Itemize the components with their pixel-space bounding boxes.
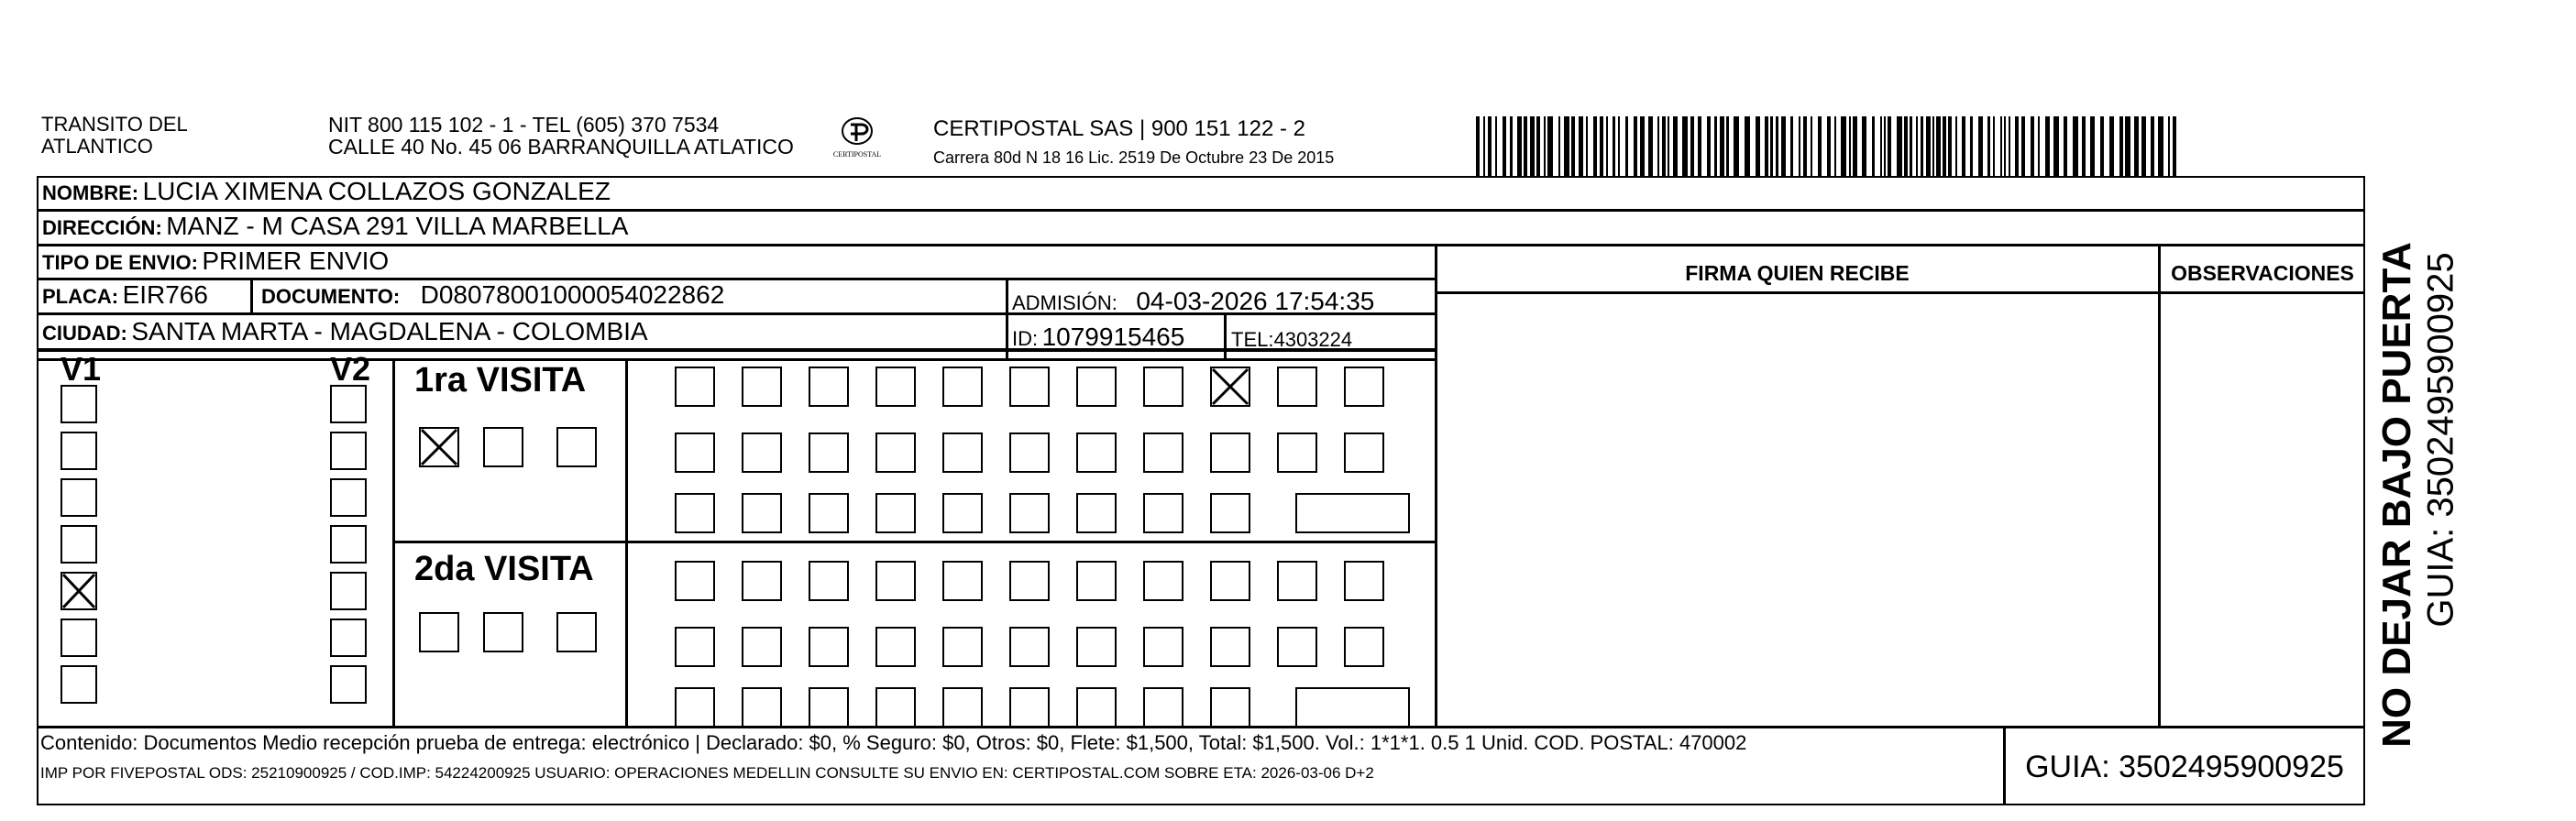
day-box[interactable] [875,627,916,667]
barcode-bar [1932,116,1934,176]
day-box[interactable] [1143,367,1183,407]
barcode-bar [1921,116,1923,176]
v1-checkbox[interactable] [61,478,97,517]
day-box[interactable] [1009,432,1050,473]
visit2-title: 2da VISITA [414,550,594,588]
time-box[interactable] [1295,493,1410,533]
barcode-bar [1720,116,1724,176]
company-name: TRANSITO DEL ATLANTICO [41,113,188,158]
v2-checkbox[interactable] [330,432,367,470]
day-box[interactable] [942,687,983,728]
contenido-text: Contenido: Documentos Medio recepción prueba de entrega: electrónico | Declarado: $0, % Seguro: $0, Otros: $0, Flete: $1,500, Total: $1,500. Vol.: 1*1*1. 0.5 1 Unid. COD. POSTAL: 470002 [40,731,1747,754]
month-checkbox[interactable] [483,427,523,467]
direccion-value: MANZ - M CASA 291 VILLA MARBELLA [166,212,629,240]
v1-label: V1 [61,350,102,388]
day-box[interactable] [1009,367,1050,407]
day-box[interactable] [809,493,849,533]
day-box[interactable] [875,432,916,473]
barcode-bar [1884,116,1886,176]
time-box[interactable] [1295,687,1410,728]
v1-check-mark [61,572,97,610]
day-box[interactable] [942,432,983,473]
barcode-bar [2134,116,2139,176]
barcode-bar [2000,116,2002,176]
day-box[interactable] [1076,687,1117,728]
day-box[interactable] [875,493,916,533]
documento-field: DOCUMENTO: D08078001000054022862 [261,280,725,309]
barcode-bar [1955,116,1957,176]
barcode-bar [1673,116,1678,176]
carrier-info: CERTIPOSTAL SAS | 900 151 122 - 2 [933,116,1305,141]
barcode-bar [1926,116,1931,176]
carrier-license: Carrera 80d N 18 16 Lic. 2519 De Octubre 23 De 2015 [933,148,1335,167]
barcode-bar [1888,116,1891,176]
tel-value: 4303224 [1273,328,1353,351]
barcode-bar [1657,116,1659,176]
day-box[interactable] [1076,493,1117,533]
barcode-bar [1579,116,1583,176]
v1-checkbox[interactable] [61,665,97,704]
barcode-bar [1662,116,1666,176]
v2-checkbox[interactable] [330,525,367,564]
day-box[interactable] [675,493,715,533]
barcode-bar [1962,116,1965,176]
barcode-bar [1547,116,1553,176]
barcode-bar [1862,116,1866,176]
day-box[interactable] [675,367,715,407]
ciudad-value: SANTA MARTA - MAGDALENA - COLOMBIA [131,317,648,345]
barcode-bar [1503,116,1506,176]
barcode-bar [2038,116,2040,176]
day-box[interactable] [809,432,849,473]
barcode-bar [1726,116,1729,176]
barcode-bar [1943,116,1946,176]
id-value: 1079915465 [1041,323,1185,351]
barcode-bar [1488,116,1492,176]
day-box[interactable] [1009,493,1050,533]
barcode-bar [2082,116,2086,176]
guia-footer: GUIA: 3502495900925 [2025,750,2344,784]
day-box[interactable] [742,493,782,533]
certipostal-logo: CERTIPOSTAL [816,115,898,167]
day-box[interactable] [1143,627,1183,667]
barcode-bar [2015,116,2019,176]
day-box[interactable] [1076,561,1117,601]
day-box[interactable] [942,561,983,601]
barcode-bar [1880,116,1882,176]
barcode-bar [1834,116,1836,176]
firma-header: FIRMA QUIEN RECIBE [1685,261,1910,285]
barcode-bar [1799,116,1800,176]
barcode-bar [1781,116,1786,176]
day-box[interactable] [1210,561,1250,601]
barcode-bar [1734,116,1739,176]
month-checkbox[interactable] [556,612,597,652]
guia-side: GUIA: 3502495900925 [2420,252,2461,628]
barcode-bar [2064,116,2067,176]
month-check-mark [419,427,459,467]
observaciones-header: OBSERVACIONES [2171,261,2354,285]
barcode-bar [1993,116,1995,176]
barcode-bar [1897,116,1902,176]
barcode-bar [2090,116,2095,176]
barcode-bar [1640,116,1645,176]
day-box[interactable] [1210,627,1250,667]
barcode-bar [1916,116,1918,176]
id-field: ID: 1079915465 [1012,323,1185,351]
barcode-bar [2151,116,2154,176]
day-box[interactable] [675,561,715,601]
admision-value: 04-03-2026 17:54:35 [1136,287,1375,315]
visit1-title: 1ra VISITA [414,361,587,400]
day-box[interactable] [1009,687,1050,728]
tipo-envio-row: TIPO DE ENVIO: PRIMER ENVIO [42,246,390,275]
day-box[interactable] [1143,432,1183,473]
barcode-bar [2045,116,2050,176]
v2-checkbox[interactable] [330,618,367,657]
day-box[interactable] [1009,561,1050,601]
barcode-bar [1524,116,1527,176]
barcode-bar [1530,116,1535,176]
barcode-bar [1618,116,1620,176]
barcode-bar [1690,116,1694,176]
barcode-bar [1714,116,1717,176]
day-box[interactable] [809,561,849,601]
v2-checkbox[interactable] [330,478,367,517]
v1-checkbox[interactable] [61,385,97,423]
admision-field: ADMISIÓN: 04-03-2026 17:54:35 [1012,287,1375,315]
barcode-bar [1790,116,1793,176]
barcode-bar [1571,116,1575,176]
v2-checkbox[interactable] [330,572,367,610]
barcode-bar [1517,116,1522,176]
barcode-bar [1536,116,1540,176]
day-box[interactable] [1277,432,1317,473]
day-box[interactable] [1277,627,1317,667]
barcode-bar [1613,116,1615,176]
barcode-bar [1970,116,1973,176]
imp-text: IMP POR FIVEPOSTAL ODS: 25210900925 / COD.IMP: 54224200925 USUARIO: OPERACIONES MEDELLIN CONSULTE SU ENVIO EN: CERTIPOSTAL.COM SOBRE ETA: 2026-03-06 D+2 [40,764,1374,782]
day-box[interactable] [1210,493,1250,533]
barcode-bar [1948,116,1952,176]
barcode [1476,0,2186,183]
barcode-bar [1593,116,1597,176]
barcode-bar [1853,116,1857,176]
barcode-bar [1668,116,1669,176]
barcode-bar [1558,116,1560,176]
tipo-envio-value: PRIMER ENVIO [202,246,390,275]
barcode-bar [1544,116,1546,176]
day-box[interactable] [1344,367,1384,407]
barcode-bar [1776,116,1778,176]
day-box[interactable] [1344,432,1384,473]
barcode-bar [1476,116,1480,176]
day-box[interactable] [742,687,782,728]
day-cross-mark [1210,367,1250,407]
barcode-bar [2173,116,2176,176]
barcode-bar [1987,116,1990,176]
day-box[interactable] [1143,561,1183,601]
day-box[interactable] [1277,561,1317,601]
month-checkbox[interactable] [483,612,523,652]
day-box[interactable] [875,367,916,407]
day-box[interactable] [942,627,983,667]
barcode-bar [1770,116,1773,176]
day-box[interactable] [809,367,849,407]
barcode-bar [2100,116,2104,176]
tel-field: TEL:4303224 [1231,328,1353,351]
company-contact: NIT 800 115 102 - 1 - TEL (605) 370 7534 CALLE 40 No. 45 06 BARRANQUILLA ATLATICO [328,113,794,159]
v2-label: V2 [330,350,371,388]
day-box[interactable] [1143,687,1183,728]
day-box[interactable] [1344,627,1384,667]
barcode-bar [1765,116,1768,176]
barcode-bar [2009,116,2010,176]
signature-area[interactable] [1448,302,2145,715]
placa-field: PLACA: EIR766 [42,280,208,309]
barcode-bar [2073,116,2078,176]
barcode-bar [1841,116,1846,176]
documento-value: D08078001000054022862 [420,280,725,309]
direccion-row: DIRECCIÓN: MANZ - M CASA 291 VILLA MARBELLA [42,212,629,240]
barcode-bar [1483,116,1485,176]
barcode-bar [1600,116,1603,176]
day-box[interactable] [1076,432,1117,473]
barcode-bar [2109,116,2114,176]
day-box[interactable] [942,493,983,533]
day-box[interactable] [742,432,782,473]
barcode-bar [1510,116,1513,176]
day-box[interactable] [875,687,916,728]
barcode-bar [1904,116,1908,176]
day-box[interactable] [1076,367,1117,407]
v1-checkbox[interactable] [61,618,97,657]
barcode-bar [2158,116,2163,176]
barcode-bar [1707,116,1711,176]
barcode-bar [1756,116,1760,176]
barcode-bar [1625,116,1628,176]
day-box[interactable] [1009,627,1050,667]
barcode-bar [1803,116,1807,176]
barcode-bar [1586,116,1588,176]
barcode-bar [1698,116,1701,176]
day-box[interactable] [742,367,782,407]
barcode-bar [1818,116,1822,176]
v2-checkbox[interactable] [330,665,367,704]
barcode-bar [1495,116,1497,176]
no-dejar-notice: NO DEJAR BAJO PUERTA [2374,242,2419,748]
day-box[interactable] [675,432,715,473]
placa-value: EIR766 [122,280,208,309]
barcode-bar [2021,116,2025,176]
barcode-bar [1745,116,1750,176]
barcode-bar [1648,116,1653,176]
barcode-bar [1564,116,1569,176]
v1-checkbox[interactable] [61,525,97,564]
barcode-bar [1606,116,1608,176]
barcode-bar [2125,116,2130,176]
barcode-bar [1811,116,1812,176]
day-box[interactable] [875,561,916,601]
day-box[interactable] [1210,687,1250,728]
day-box[interactable] [1076,627,1117,667]
v1-checkbox[interactable] [61,432,97,470]
barcode-bar [1827,116,1831,176]
day-box[interactable] [809,627,849,667]
barcode-bar [2053,116,2059,176]
barcode-bar [2031,116,2034,176]
day-box[interactable] [942,367,983,407]
day-box[interactable] [675,687,715,728]
day-box[interactable] [1344,561,1384,601]
barcode-bar [1872,116,1875,176]
nombre-value: LUCIA XIMENA COLLAZOS GONZALEZ [142,177,611,205]
day-box[interactable] [1210,432,1250,473]
barcode-bar [2004,116,2006,176]
day-box[interactable] [675,627,715,667]
barcode-bar [1978,116,1983,176]
v2-checkbox[interactable] [330,385,367,423]
day-box[interactable] [1277,367,1317,407]
barcode-bar [2141,116,2146,176]
ciudad-row: CIUDAD: SANTA MARTA - MAGDALENA - COLOMBIA [42,317,648,345]
barcode-bar [1634,116,1637,176]
day-box[interactable] [742,627,782,667]
day-box[interactable] [742,561,782,601]
month-checkbox[interactable] [556,427,597,467]
observations-area[interactable] [2163,302,2361,715]
barcode-bar [1682,116,1688,176]
barcode-bar [2168,116,2170,176]
day-box[interactable] [809,687,849,728]
barcode-bar [1936,116,1941,176]
barcode-bar [2119,116,2123,176]
nombre-row: NOMBRE: LUCIA XIMENA COLLAZOS GONZALEZ [42,177,611,205]
barcode-bar [1849,116,1851,176]
month-checkbox[interactable] [419,612,459,652]
day-box[interactable] [1143,493,1183,533]
barcode-bar [1910,116,1912,176]
